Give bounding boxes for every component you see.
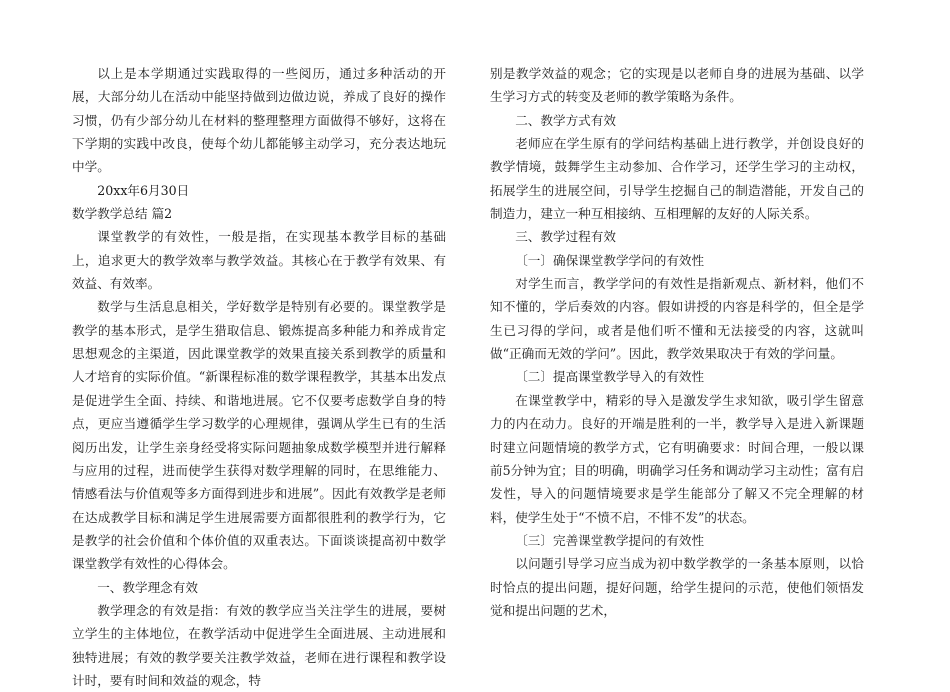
intro-paragraph: 以上是本学期通过实践取得的一些阅历，通过多种活动的开展，大部分幼儿在活动中能坚持做到边做边说，养成了良好的操作习惯，仍有少部分幼儿在材料的整理整理方面做得不够好，这将在下学期的实践中改良，使每个幼儿都能够主动学习，充分表达地玩中学。: [72, 66, 446, 175]
subheading-knowledge: 〔一〕确保课堂教学学问的有效性: [515, 252, 705, 268]
introduction-paragraph: 在课堂教学中，精彩的导入是激发学生求知欲，吸引学生留意力的内在动力。良好的开端是胜利的一半，教学导入是进入新课题时建立问题情境的教学方式，它有明确要求：时间合理，一般以课前5分钟为宜；目的明确，明确学习任务和调动学习主动性；富有启发性，导入的问题情境要求是学生能部分了解又不完全理解的材料，使学生处于“不愤不启，不悱不发”的状态。: [490, 392, 864, 525]
subheading-introduction: 〔二〕提高课堂教学导入的有效性: [515, 369, 705, 385]
date-line: 20xx年6月30日: [97, 182, 190, 198]
life-paragraph: 数学与生活息息相关，学好数学是特别有必要的。课堂教学是教学的基本形式，是学生猎取信息、锻炼提高多种能力和养成肯定思想观念的主渠道，因此课堂教学的效果直接关系到教学的质量和人才培育的实际价值。“新课程标准的数学课程教学，其基本出发点是促进学生全面、持续、和谐地进展。它不仅要考虑数学自身的特点，更应当遵循学生学习数学的心理规律，强调从学生已有的生活阅历出发，让学生亲身经受将实际问题抽象成数学模型并进行解释与应用的过程，进而使学生获得对数学理解的同时，在思维能力、情感看法与价值观等多方面得到进步和进展”。因此有效教学是老师在达成教学目标和满足学生进展需要方面都很胜利的教学行为，它是教学的社会价值和个体价值的双重表达。下面谈谈提高初中数学课堂教学有效性的心得体会。: [72, 299, 446, 572]
subheading-questioning: 〔三〕完善课堂教学提问的有效性: [515, 532, 705, 548]
concept-paragraph-continued: 别是教学效益的观念；它的实现是以老师自身的进展为基础、以学生学习方式的转变及老师的教学策略为条件。: [490, 66, 864, 105]
method-paragraph: 老师应在学生原有的学问结构基础上进行教学，并创设良好的教学情境，鼓舞学生主动参加、合作学习，还学生学习的主动权，拓展学生的进展空间，引导学生挖掘自己的制造潜能，开发自己的制造力，建立一种互相接纳、互相理解的友好的人际关系。: [490, 136, 864, 222]
heading-teaching-method: 二、教学方式有效: [515, 112, 616, 128]
definition-paragraph: 课堂教学的有效性，一般是指，在实现基本教学目标的基础上，追求更大的教学效率与教学效益。其核心在于教学有效果、有效益、有效率。: [72, 229, 446, 292]
right-column: [490, 62, 864, 622]
concept-paragraph: 教学理念的有效是指：有效的教学应当关注学生的进展，要树立学生的主体地位，在教学活动中促进学生全面进展、主动进展和独特进展；有效的教学要关注教学效益，老师在进行课程和教学设计时，要有时间和效益的观念，特: [72, 602, 446, 688]
questioning-paragraph: 以问题引导学习应当成为初中数学教学的一条基本原则，以恰时恰点的提出问题，提好问题，给学生提问的示范，使他们领悟发觉和提出问题的艺术，: [490, 556, 864, 618]
document-title: 数学教学总结 篇2: [72, 206, 173, 222]
knowledge-paragraph: 对学生而言，教学学问的有效性是指新观点、新材料，他们不知不懂的，学后奏效的内容。假如讲授的内容是科学的，但全是学生已习得的学问，或者是他们听不懂和无法接受的内容，这就叫做“正确而无效的学问”。因此，教学效果取决于有效的学问量。: [490, 276, 864, 362]
left-column: [72, 62, 446, 692]
heading-teaching-concept: 一、教学理念有效: [97, 579, 198, 595]
heading-teaching-process: 三、教学过程有效: [515, 229, 616, 245]
